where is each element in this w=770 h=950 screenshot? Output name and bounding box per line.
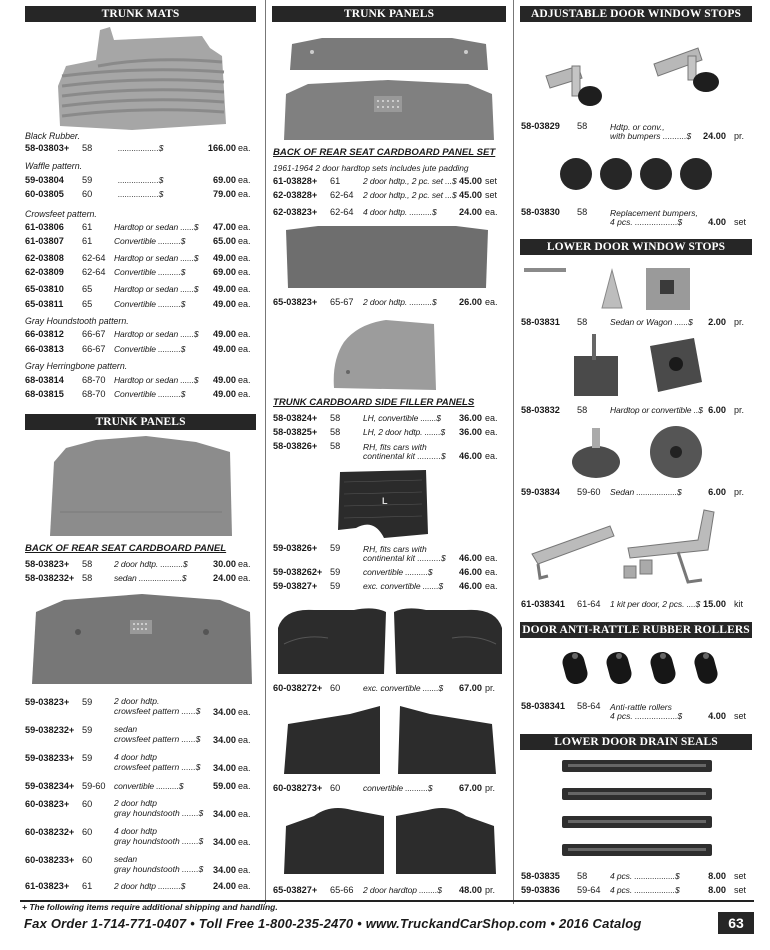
section-header-trunk-panels: TRUNK PANELS xyxy=(272,6,506,22)
product-row: 62-03823+ 62-64 4 door hdtp. ..........$ 24.00 ea. xyxy=(273,207,498,217)
pattern-note: Crowsfeet pattern. xyxy=(25,209,97,219)
product-row: 59-038234+ 59-60 convertible ..........$ 59.00 ea. xyxy=(25,781,251,791)
product-row: 58-03829 58 Hdtp. or conv., with bumpers ..........$ 24.00 pr. xyxy=(521,121,745,141)
pattern-note: Waffle pattern. xyxy=(25,161,83,171)
product-row: 61-03823+ 61 2 door hdtp ..........$ 24.00 ea. xyxy=(25,881,251,891)
rear-seat-panel-image xyxy=(46,432,236,540)
page-number: 63 xyxy=(718,912,754,934)
hardtop-panel-image xyxy=(284,224,490,292)
subsection-title: TRUNK CARDBOARD SIDE FILLER PANELS xyxy=(273,397,475,408)
product-row: 58-03823+ 58 2 door hdtp. ..........$ 30.00 ea. xyxy=(25,559,251,569)
product-row: 59-03826+ 59 RH, fits cars with continental kit ..........$ 46.00 ea. xyxy=(273,543,498,563)
product-row: 59-03836 59-64 4 pcs. ..................$ 8.00 set xyxy=(521,885,747,895)
section-header-drain-seals: LOWER DOOR DRAIN SEALS xyxy=(520,734,752,750)
pattern-note: Gray Herringbone pattern. xyxy=(25,361,128,371)
panel-mark-label: L xyxy=(382,496,388,506)
product-row: 59-03827+ 59 exc. convertible .......$ 46.00 ea. xyxy=(273,581,498,591)
product-row: 65-03827+ 65-66 2 door hardtop ........$ 48.00 pr. xyxy=(273,885,496,895)
bumpers-image xyxy=(558,152,722,196)
crowsfeet-panel-image xyxy=(30,592,254,688)
product-row: 58-038232+ 58 sedan ...................$ 24.00 ea. xyxy=(25,573,251,583)
product-row: 62-03809 62-64 Convertible ..........$ 69.00 ea. xyxy=(25,267,251,277)
product-row: 59-038232+ 59 sedan crowsfeet pattern ......$ 34.00 ea. xyxy=(25,724,251,745)
wagon-stop-image xyxy=(522,260,742,314)
product-row: 61-038341 61-64 1 kit per door, 2 pcs. ....$ 15.00 kit xyxy=(521,599,743,609)
side-filler-image xyxy=(328,318,440,394)
section-header-anti-rattle-rollers: DOOR ANTI-RATTLE RUBBER ROLLERS xyxy=(520,622,752,638)
product-row: 60-038272+ 60 exc. convertible .......$ 67.00 pr. xyxy=(273,683,496,693)
filler-pair-image-1 xyxy=(274,604,506,678)
stop-kit-image xyxy=(528,504,738,594)
product-row: 66-03813 66-67 Convertible ..........$ 49.00 ea. xyxy=(25,344,251,354)
pattern-note: Gray Houndstooth pattern. xyxy=(25,316,129,326)
sedan-stop-image xyxy=(566,422,716,482)
section-header-adjustable-window-stops: ADJUSTABLE DOOR WINDOW STOPS xyxy=(520,6,752,22)
product-row: 58-03824+ 58 LH, convertible .......$ 36.00 ea. xyxy=(273,413,498,423)
footer xyxy=(0,900,770,950)
section-header-trunk-mats: TRUNK MATS xyxy=(25,6,256,22)
product-row: 59-03823+ 59 2 door hdtp. crowsfeet pattern ......$ 34.00 ea. xyxy=(25,696,251,717)
set-note: 1961-1964 2 door hardtop sets includes jute padding xyxy=(273,163,469,173)
column-divider xyxy=(265,0,266,904)
rollers-image xyxy=(558,644,718,694)
product-row: 60-038232+ 60 4 door hdtp gray houndstooth .......$ 34.00 ea. xyxy=(25,826,251,847)
filler-pair-image-2 xyxy=(280,702,502,778)
drain-seals-image xyxy=(558,754,718,866)
product-row: 62-03828+ 62-64 2 door hdtp., 2 pc. set ...$ 45.00 set xyxy=(273,190,498,200)
product-row: 58-03826+ 58 RH, fits cars with continental kit ..........$ 46.00 ea. xyxy=(273,441,498,461)
product-row: 66-03812 66-67 Hardtop or sedan ......$ 49.00 ea. xyxy=(25,329,251,339)
column-trunk-panels xyxy=(270,2,508,900)
product-row: 58-03832 58 Hardtop or convertible ..$ 6.00 pr. xyxy=(521,405,745,415)
filler-pair-image-3 xyxy=(280,802,502,878)
section-header-lower-window-stops: LOWER DOOR WINDOW STOPS xyxy=(520,239,752,255)
product-row: 61-03806 61 Hardtop or sedan ......$ 47.00 ea. xyxy=(25,222,251,232)
contact-line: Fax Order 1-714-771-0407 • Toll Free 1-800-235-2470 • www.TruckandCarShop.com • 2016 Catalog xyxy=(24,916,642,931)
subsection-title: BACK OF REAR SEAT CARDBOARD PANEL xyxy=(25,543,227,554)
product-row: 58-03831 58 Sedan or Wagon ......$ 2.00 pr. xyxy=(521,317,745,327)
product-row: 68-03814 68-70 Hardtop or sedan ......$ 49.00 ea. xyxy=(25,375,251,385)
product-row: 59-038262+ 59 convertible ..........$ 46.00 ea. xyxy=(273,567,498,577)
product-row: 60-03823+ 60 2 door hdtp gray houndstooth .......$ 34.00 ea. xyxy=(25,798,251,819)
product-row: 62-03808 62-64 Hardtop or sedan ......$ 49.00 ea. xyxy=(25,253,251,263)
filler-panel-l-image xyxy=(334,468,432,540)
product-row: 58-03835 58 4 pcs. ..................$ 8.00 set xyxy=(521,871,747,881)
product-row: 68-03815 68-70 Convertible ..........$ 49.00 ea. xyxy=(25,389,251,399)
product-row: 59-038233+ 59 4 door hdtp crowsfeet pattern ......$ 34.00 ea. xyxy=(25,752,251,773)
hardtop-stop-image xyxy=(568,332,708,400)
column-divider xyxy=(513,0,514,904)
panel-set-image xyxy=(282,32,496,144)
trunk-mat-image xyxy=(52,26,232,132)
subsection-title: BACK OF REAR SEAT CARDBOARD PANEL SET xyxy=(273,147,496,158)
product-row: 60-038233+ 60 sedan gray houndstooth .......$ 34.00 ea. xyxy=(25,854,251,875)
product-row: 61-03807 61 Convertible ..........$ 65.00 ea. xyxy=(25,236,251,246)
window-stop-image xyxy=(538,36,738,120)
product-row: 61-03828+ 61 2 door hdtp., 2 pc. set ...$ 45.00 set xyxy=(273,176,498,186)
product-row: 58-03825+ 58 LH, 2 door hdtp. .......$ 36.00 ea. xyxy=(273,427,498,437)
product-row: 59-03834 59-60 Sedan ..................$ 6.00 pr. xyxy=(521,487,745,497)
product-row: 65-03811 65 Convertible ..........$ 49.00 ea. xyxy=(25,299,251,309)
product-row: 65-03810 65 Hardtop or sedan ......$ 49.00 ea. xyxy=(25,284,251,294)
pattern-note: Black Rubber. xyxy=(25,131,80,141)
product-row: 60-03805 60 ..................$ 79.00 ea. xyxy=(25,189,251,199)
column-door-stops xyxy=(518,2,754,900)
product-row: 58-03830 58 Replacement bumpers, 4 pcs. ..................$ 4.00 set xyxy=(521,207,747,227)
section-header-trunk-panels: TRUNK PANELS xyxy=(25,414,256,430)
product-row: 59-03804 59 ..................$ 69.00 ea. xyxy=(25,175,251,185)
product-row: 65-03823+ 65-67 2 door hdtp. ..........$ 26.00 ea. xyxy=(273,297,498,307)
product-row: 60-038273+ 60 convertible ..........$ 67.00 pr. xyxy=(273,783,496,793)
shipping-note: + The following items require additional shipping and handling. xyxy=(22,902,278,912)
product-row: 58-03803+ 58 ..................$ 166.00 ea. xyxy=(25,143,251,153)
product-row: 58-038341 58-64 Anti-rattle rollers 4 pcs. ..................$ 4.00 set xyxy=(521,701,747,721)
column-trunk-mats xyxy=(22,2,262,900)
